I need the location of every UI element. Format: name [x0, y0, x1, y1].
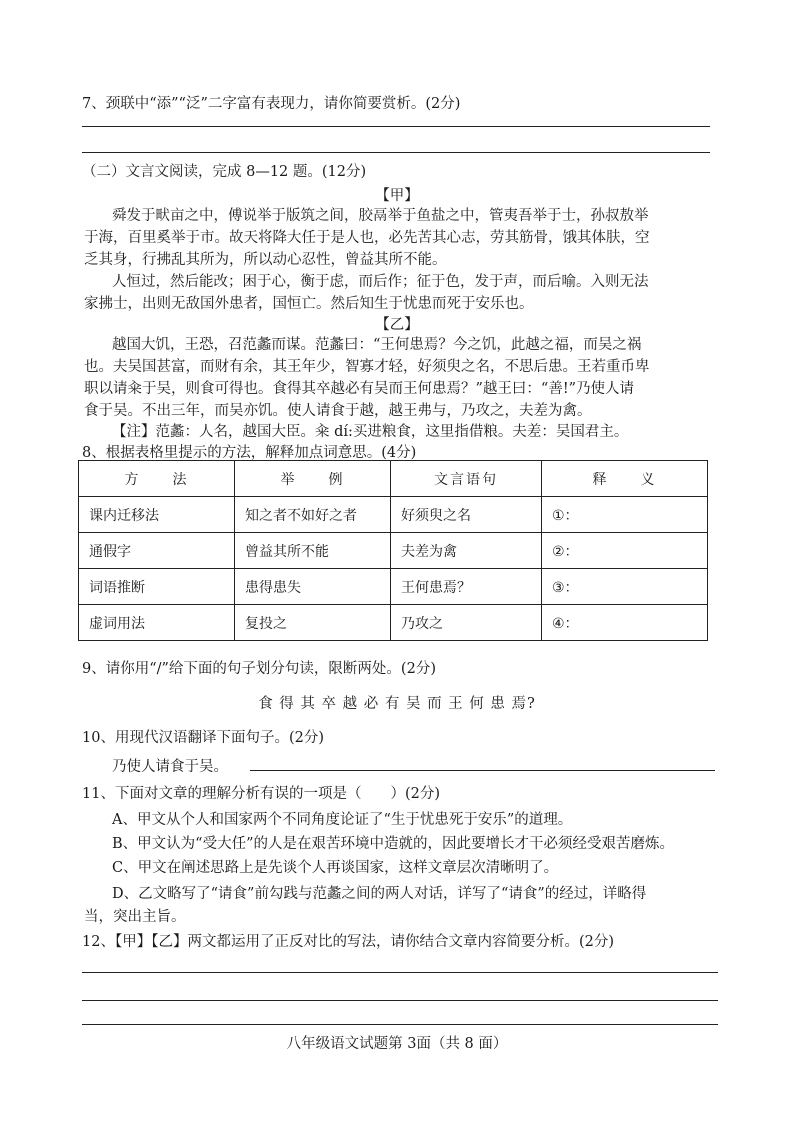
table-row: [79, 569, 708, 605]
table-cell: 复投之: [235, 605, 391, 641]
answer-cell[interactable]: ③：: [542, 569, 708, 605]
answer-cell[interactable]: ①：: [542, 497, 708, 533]
answer-line[interactable]: [82, 152, 710, 153]
passage-jia-line: 舜发于畎亩之中，傅说举于版筑之间，胶鬲举于鱼盐之中，管夷吾举于士，孙叔敖举: [112, 208, 649, 224]
table-header-row: [79, 461, 708, 497]
answer-cell[interactable]: ④：: [542, 605, 708, 641]
question-11: 11、下面对文章的理解分析有误的一项是（ ）(2分): [82, 786, 440, 802]
answer-line[interactable]: [250, 770, 715, 771]
table-cell: 夫差为禽: [391, 533, 542, 569]
passage-note: 【注】范蠡：人名，越国大臣。籴 dí:买进粮食，这里指借粮。夫差：吴国君主。: [112, 424, 629, 440]
table-cell: 曾益其所不能: [235, 533, 391, 569]
table-cell: 知之者不如好之者: [235, 497, 391, 533]
passage-yi-line: 职以请籴于吴，则食可得也。食得其卒越必有吴而王何患焉？”越王曰：“善!”乃使人请: [84, 381, 635, 397]
option-d-continued: 当，突出主旨。: [84, 909, 186, 925]
translate-sentence: 乃使人请食于吴。: [112, 759, 228, 775]
table-cell: 王何患焉？: [391, 569, 542, 605]
passage-jia-line: 家拂士，出则无敌国外患者，国恒亡。然后知生于忧患而死于安乐也。: [84, 296, 534, 312]
passage-yi-heading: 【乙】: [375, 317, 419, 333]
answer-line[interactable]: [82, 1000, 718, 1001]
column-header: 举 例: [235, 461, 391, 497]
question-12: 12、【甲】【乙】两文都运用了正反对比的写法，请你结合文章内容简要分析。(2分): [82, 934, 614, 950]
table-row: [79, 605, 708, 641]
column-header: 文言语句: [391, 461, 542, 497]
passage-yi-line: 越国大饥，王恐，召范蠡而谋。范蠡曰：“王何患焉？今之饥，此越之福，而吴之祸: [112, 337, 642, 353]
option-d[interactable]: D、乙文略写了“请食”前勾践与范蠡之间的两人对话，详写了“请食”的经过，详略得: [112, 886, 647, 902]
question-8: 8、根据表格里提示的方法，解释加点词意思。(4分): [82, 445, 417, 461]
table-cell: 乃攻之: [391, 605, 542, 641]
section-title: （二）文言文阅读，完成 8—12 题。(12分): [82, 164, 367, 180]
question-7: 7、颈联中“添”“泛”二字富有表现力，请你简要赏析。(2分): [82, 96, 461, 112]
column-header: 方 法: [79, 461, 235, 497]
table-cell: 词语推断: [79, 569, 235, 605]
passage-jia-line: 乏其身，行拂乱其所为，所以动心忍性，曾益其所不能。: [84, 252, 447, 268]
passage-jia-heading: 【甲】: [375, 188, 419, 204]
answer-cell[interactable]: ②：: [542, 533, 708, 569]
table-cell: 好须臾之名: [391, 497, 542, 533]
question-10: 10、用现代汉语翻译下面句子。(2分): [82, 730, 324, 746]
option-c[interactable]: C、甲文在阐述思路上是先谈个人再谈国家，这样文章层次清晰明了。: [112, 860, 559, 876]
table-row: [79, 497, 708, 533]
answer-line[interactable]: [82, 972, 718, 973]
option-a[interactable]: A、甲文从个人和国家两个不同角度论证了“生于忧患死于安乐”的道理。: [112, 812, 573, 828]
vocab-table: [78, 460, 708, 641]
column-header: 释 义: [542, 461, 708, 497]
page-footer: 八年级语文试题第 3面（共 8 面）: [286, 1036, 508, 1052]
answer-line[interactable]: [82, 126, 710, 127]
question-9: 9、请你用“/”给下面的句子划分句读，限断两处。(2分): [82, 661, 436, 677]
passage-jia-line: 于海，百里奚举于市。故天将降大任于是人也，必先苦其心志，劳其筋骨，饿其体肤，空: [84, 230, 650, 246]
answer-line[interactable]: [82, 1024, 718, 1025]
passage-yi-line: 食于吴。不出三年，而吴亦饥。使人请食于越，越王弗与，乃攻之，夫差为禽。: [84, 403, 592, 419]
table-cell: 课内迁移法: [79, 497, 235, 533]
table-row: [79, 533, 708, 569]
table-cell: 虚词用法: [79, 605, 235, 641]
option-b[interactable]: B、甲文认为“受大任”的人是在艰苦环境中造就的，因此要增长才干必须经受艰苦磨炼。: [112, 836, 674, 852]
passage-jia-line: 人恒过，然后能改；困于心，衡于虑，而后作；征于色，发于声，而后喻。入则无法: [112, 274, 649, 290]
passage-yi-line: 也。夫吴国甚富，而财有余，其王年少，智寡才轻，好须臾之名，不思后患。王若重币卑: [84, 359, 650, 375]
punctuation-sentence[interactable]: 食 得 其 卒 越 必 有 吴 而 王 何 患 焉?: [258, 696, 536, 712]
table-cell: 通假字: [79, 533, 235, 569]
table-cell: 患得患失: [235, 569, 391, 605]
